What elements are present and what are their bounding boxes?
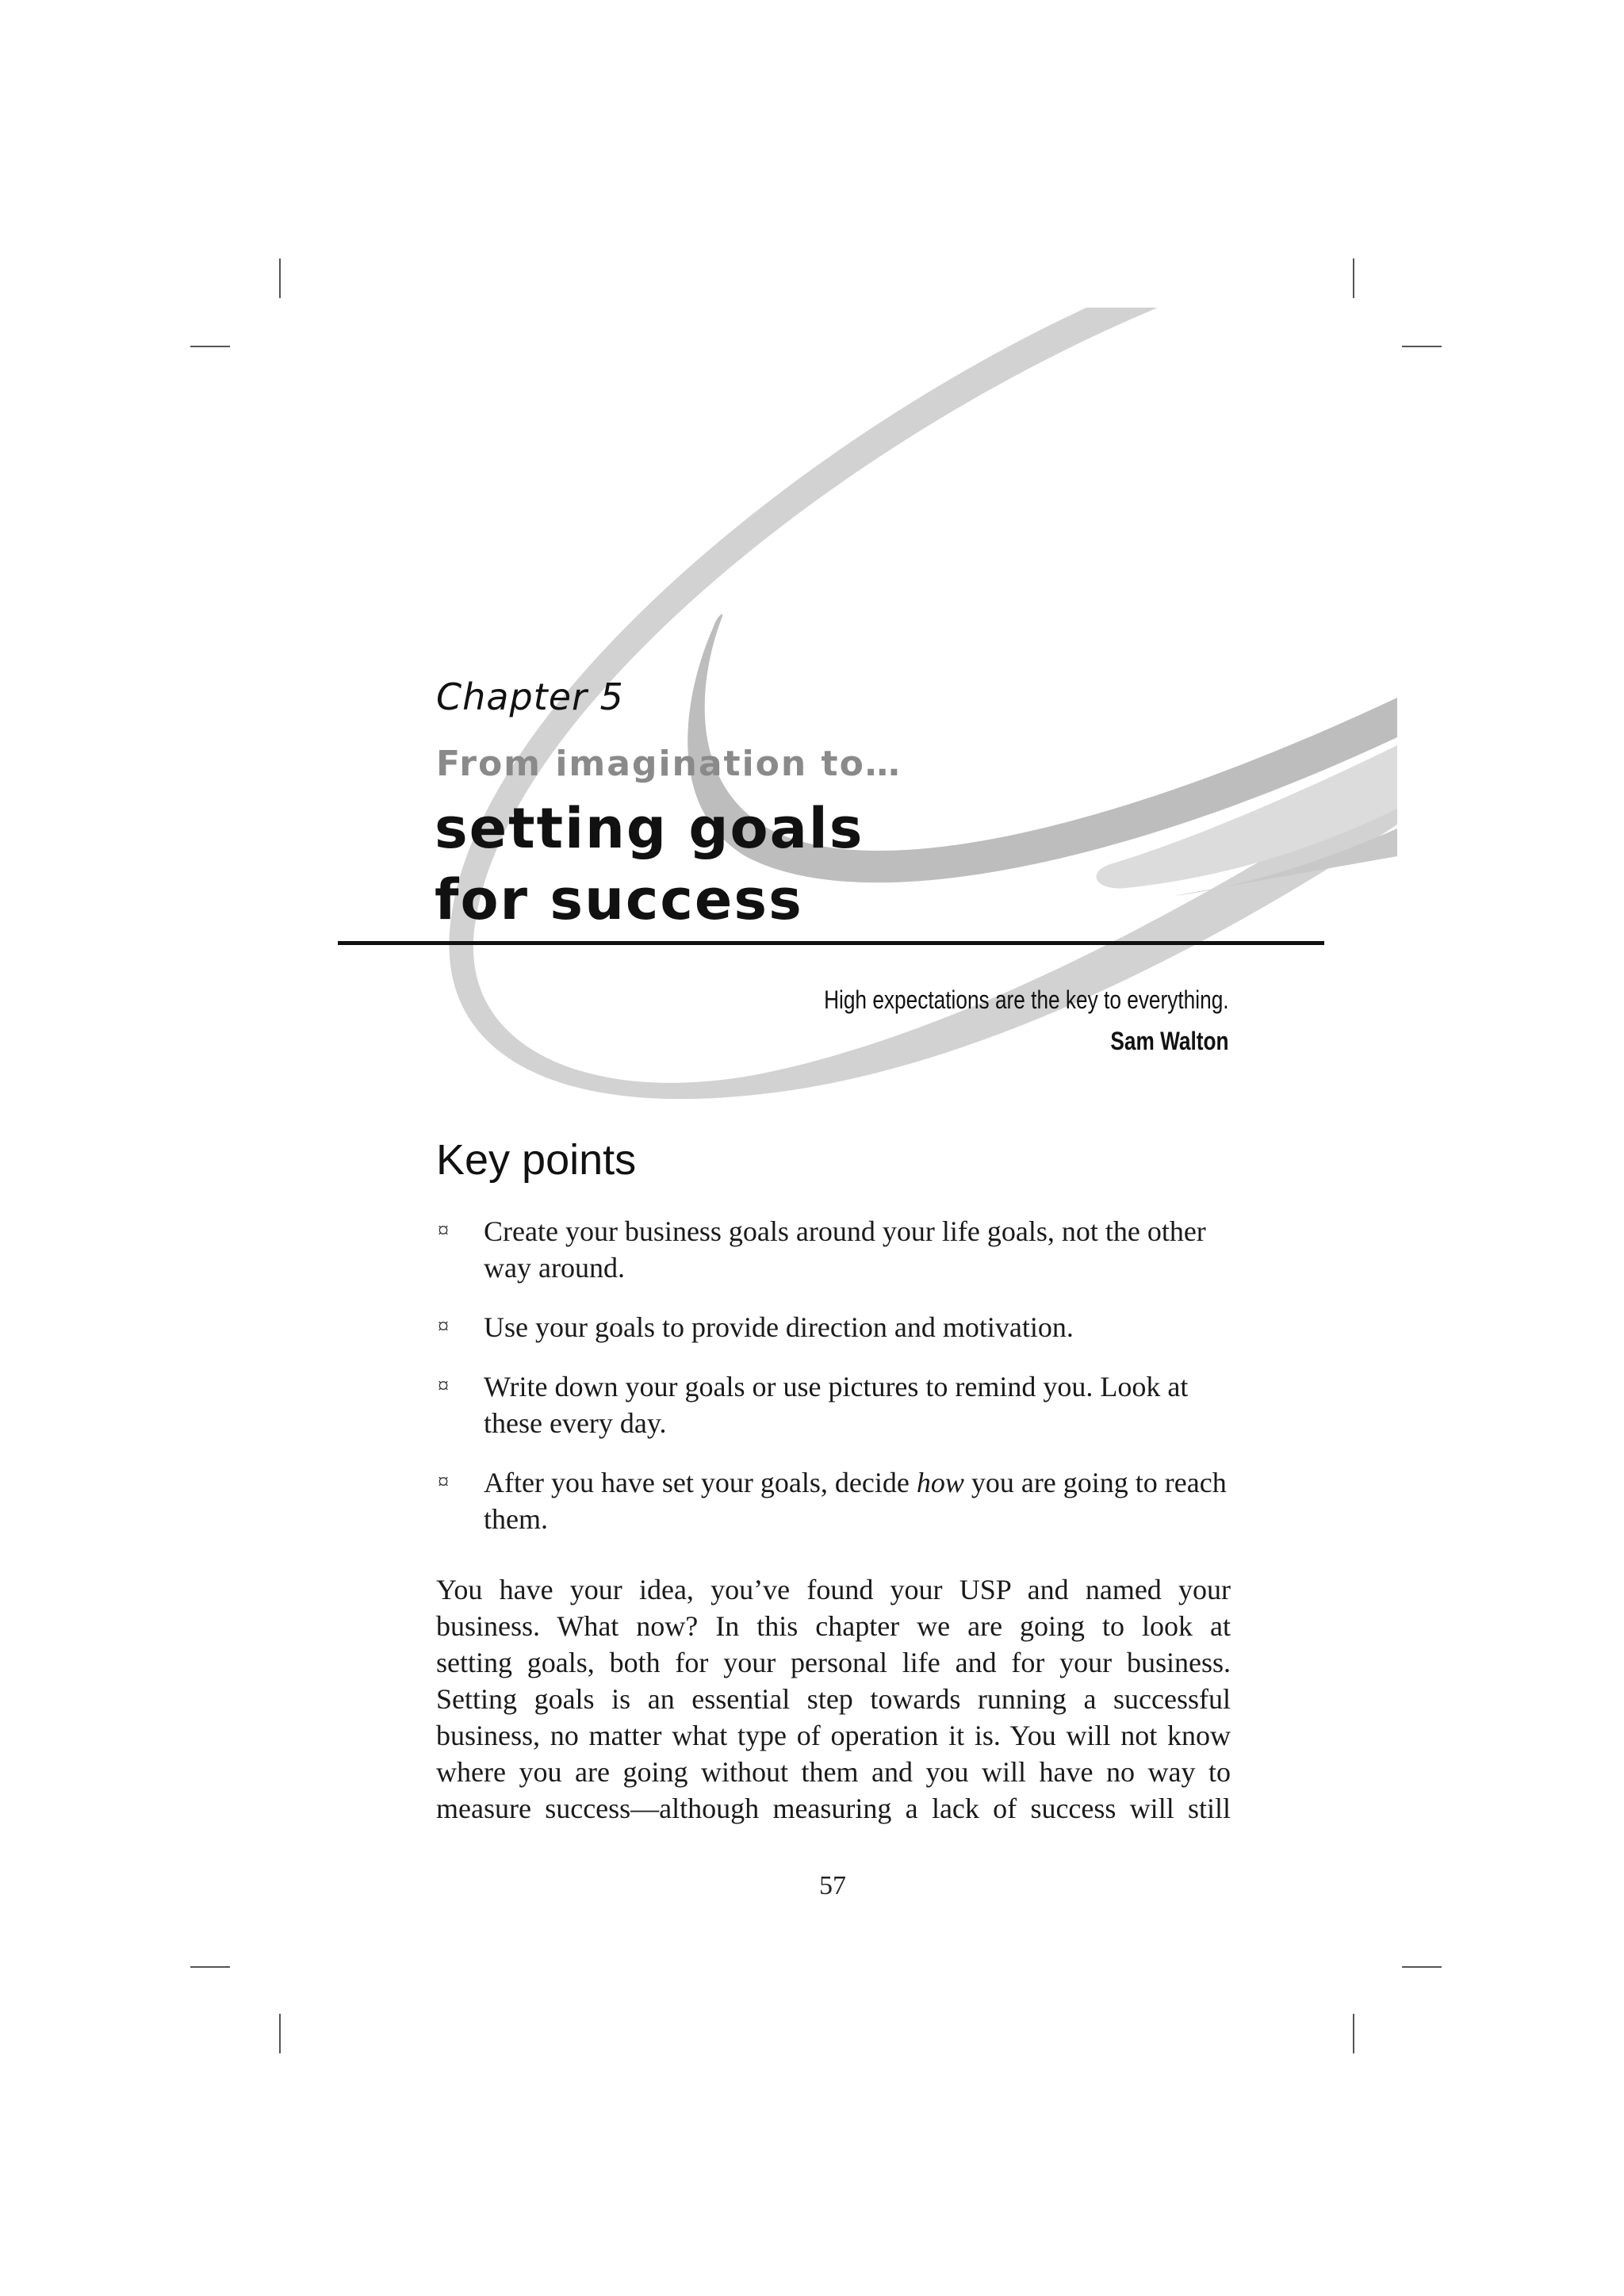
epigraph (824, 979, 1229, 1062)
body-line: business. What now? In this chapter we are going to look at (436, 1610, 1231, 1642)
body-line: measure success—although measuring a lack of success will still (436, 1793, 1231, 1824)
key-point-item (436, 1464, 1229, 1537)
chapter-label: Chapter 5 (436, 675, 624, 718)
key-points-heading: Key points (436, 1136, 637, 1184)
body-paragraph (436, 1571, 1231, 1827)
chapter-title-line-1: setting goals (435, 796, 864, 861)
key-point-text: Create your business goals around your life goals, not the other way around. (484, 1215, 1206, 1284)
body-line: where you are going without them and you will have no way to (436, 1756, 1231, 1788)
page-number: 57 (819, 1871, 846, 1900)
key-point-item (436, 1213, 1229, 1286)
key-point-item (436, 1368, 1229, 1441)
key-points-list (436, 1213, 1229, 1560)
key-point-text: Write down your goals or use pictures to remind you. Look at these every day. (484, 1371, 1189, 1439)
key-point-text: Use your goals to provide direction and motivation. (484, 1311, 1074, 1343)
bullet-icon: ¤ (438, 1470, 449, 1494)
chapter-subtitle: From imagination to… (436, 744, 902, 784)
bullet-icon: ¤ (438, 1219, 449, 1243)
body-line: business, no matter what type of operation it is. You will not know (436, 1720, 1231, 1751)
chapter-title (435, 793, 864, 936)
key-point-item (436, 1309, 1229, 1345)
key-point-text: After you have set your goals, decide (484, 1467, 917, 1498)
body-line: Setting goals is an essential step towards running a successful (436, 1683, 1231, 1715)
chapter-title-line-2: for success (435, 867, 803, 932)
bullet-icon: ¤ (438, 1374, 449, 1399)
body-line: setting goals, both for your personal life and for your business. (436, 1647, 1231, 1678)
body-line: You have your idea, you’ve found your USP and named your (436, 1574, 1231, 1605)
key-point-text-end: you are going to reach them. (484, 1467, 1227, 1535)
epigraph-author: Sam Walton (1110, 1027, 1229, 1055)
bullet-icon: ¤ (438, 1314, 449, 1339)
key-point-emphasis: how (916, 1467, 964, 1498)
title-divider (338, 941, 1324, 945)
epigraph-quote: High expectations are the key to everything. (824, 985, 1229, 1014)
